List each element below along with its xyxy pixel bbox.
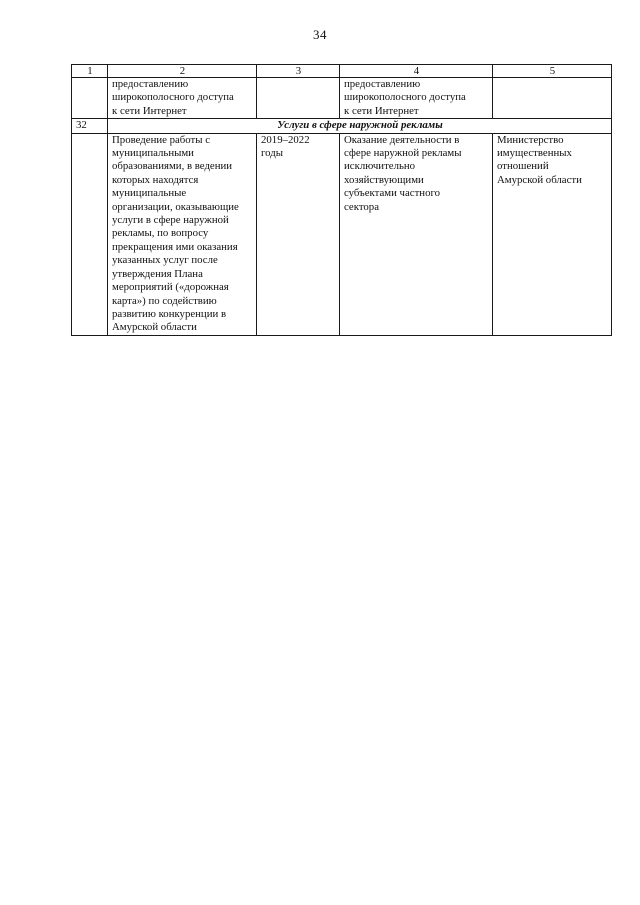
cell-result: предоставлению широкополосного доступа к сети Интернет <box>340 78 493 119</box>
section-title: Услуги в сфере наружной рекламы <box>108 119 612 133</box>
table-row-section <box>72 119 612 133</box>
cell-measure: Проведение работы с муниципальными образованиями, в ведении которых находятся муниципальные организации, оказывающие услуги в сфере наружной рекламы, по вопросу прекращения ими оказания указанных услуг после утверждения Плана мероприятий («дорожная карта») по содействию развитию конкуренции в Амурской области <box>108 133 257 335</box>
column-header-3: 3 <box>257 65 340 78</box>
table-row-item <box>72 133 612 335</box>
cell-responsible <box>493 78 612 119</box>
column-header-2: 2 <box>108 65 257 78</box>
column-header-1: 1 <box>72 65 108 78</box>
page-number: 34 <box>313 27 327 42</box>
section-number: 32 <box>72 119 108 133</box>
cell-number <box>72 133 108 335</box>
column-header-5: 5 <box>493 65 612 78</box>
cell-measure: предоставлению широкополосного доступа к сети Интернет <box>108 78 257 119</box>
cell-period: 2019–2022 годы <box>257 133 340 335</box>
cell-period <box>257 78 340 119</box>
column-header-4: 4 <box>340 65 493 78</box>
cell-responsible: Министерство имущественных отношений Амурской области <box>493 133 612 335</box>
table-row-continuation <box>72 78 612 119</box>
measures-table <box>71 64 612 336</box>
table-header-row <box>72 65 612 78</box>
cell-result: Оказание деятельности в сфере наружной рекламы исключительно хозяйствующими субъектами частного сектора <box>340 133 493 335</box>
cell-number <box>72 78 108 119</box>
